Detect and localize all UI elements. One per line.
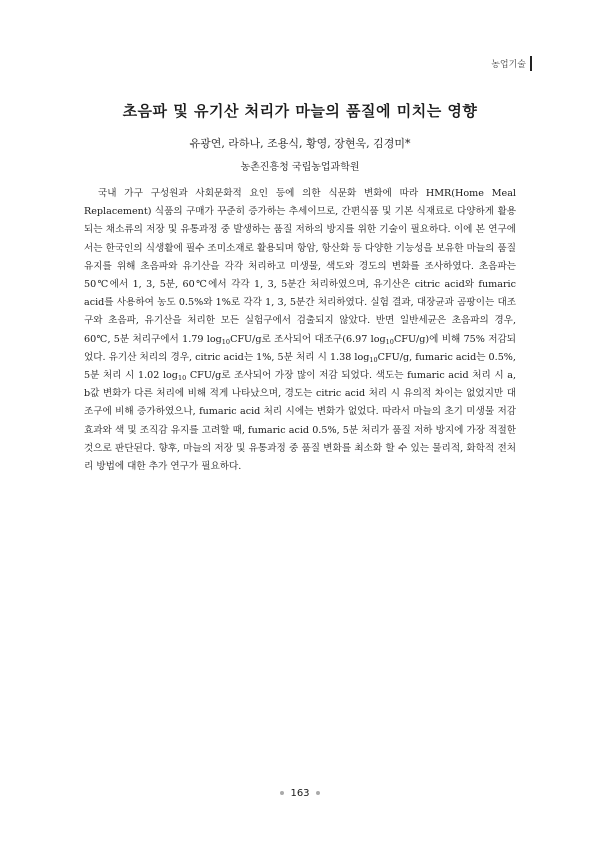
bullet-dot-icon bbox=[280, 791, 284, 795]
section-label: 농업기술 bbox=[491, 60, 526, 70]
section-tag bbox=[491, 56, 532, 71]
log-subscript-3: 10 bbox=[369, 355, 378, 364]
abstract-text-3: CFU/g)에 비해 75% 저감되었다. 유기산 처리의 경우, citric acid는 1%, 5분 처리 시 1.38 log bbox=[84, 333, 516, 363]
page-footer bbox=[0, 788, 600, 799]
abstract-text-2: CFU/g로 조사되어 대조구(6.97 log bbox=[230, 333, 386, 345]
abstract-text-5: CFU/g로 조사되어 가장 많이 저감 되었다. 색도는 fumaric acid 처리 시 a, b값 변화가 다른 처리에 비해 적게 나타났으며, 경도는 citric acid 처리 시 유의적 차이는 없었지만 대조구에 비해 증가하였으나, fumaric acid 처리 시에는 변화가 없었다. 따라서 마늘의 초기 미생물 저감 효과와 색 및 조직감 유지를 고려할 때, fumaric acid 0.5%, 5분 처리가 품질 저하 방지에 가장 적절한 것으로 판단된다. 향후, 마늘의 저장 및 유통과정 중 품질 변화를 최소화 할 수 있는 물리적, 화학적 전처리 방법에 대한 추가 연구가 필요하다. bbox=[84, 370, 516, 473]
author-list: 유광연, 라하나, 조용식, 황영, 장현욱, 김경미* bbox=[189, 137, 411, 150]
log-subscript-4: 10 bbox=[177, 374, 187, 383]
affiliation: 농촌진흥청 국립농업과학원 bbox=[240, 162, 360, 173]
abstract-text-4: CFU/g, fumaric acid는 0.5%, 5분 처리 시 1.02 log bbox=[84, 351, 516, 382]
log-subscript-2: 10 bbox=[385, 337, 394, 346]
section-bar-icon bbox=[530, 56, 532, 71]
abstract-text-1: 국내 가구 구성원과 사회문화적 요인 등에 의한 식문화 변화에 따라 HMR(Home Meal Replacement) 식품의 구매가 꾸준히 증가하는 추세이므로, 간편식품 및 기본 식재료로 다양하게 활용되는 채소류의 저장 및 유통과정 중 발생하는 품질 저하의 방지를 위한 기술이 필요하다. 이에 본 연구에서는 한국인의 식생활에 필수 조미소재로 활용되며 항암, 항산화 등 다양한 기능성을 보유한 마늘의 품질 유지를 위해 초음파와 유기산을 각각 처리하고 미생물, 색도와 경도의 변화를 조사하였다. 초음파는 50℃에서 1, 3, 5분, 60℃에서 각각 1, 3, 5분간 처리하였으며, 유기산은 citric acid와 fumaric acid를 사용하여 농도 0.5%와 1%로 각각 1, 3, 5분간 처리하였다. 실험 결과, 대장균과 곰팡이는 대조구와 초음파, 유기산을 처리한 모든 실험구에서 검출되지 않았다. 반면 일반세균은 초음파의 경우, 60℃, 5분 처리구에서 1.79 log bbox=[84, 188, 516, 345]
paper-title: 초음파 및 유기산 처리가 마늘의 품질에 미치는 영향 bbox=[122, 102, 478, 120]
bullet-dot-icon bbox=[316, 791, 320, 795]
page-number: 163 bbox=[290, 788, 310, 799]
log-subscript-1: 10 bbox=[221, 337, 231, 346]
abstract-paragraph bbox=[84, 185, 516, 476]
